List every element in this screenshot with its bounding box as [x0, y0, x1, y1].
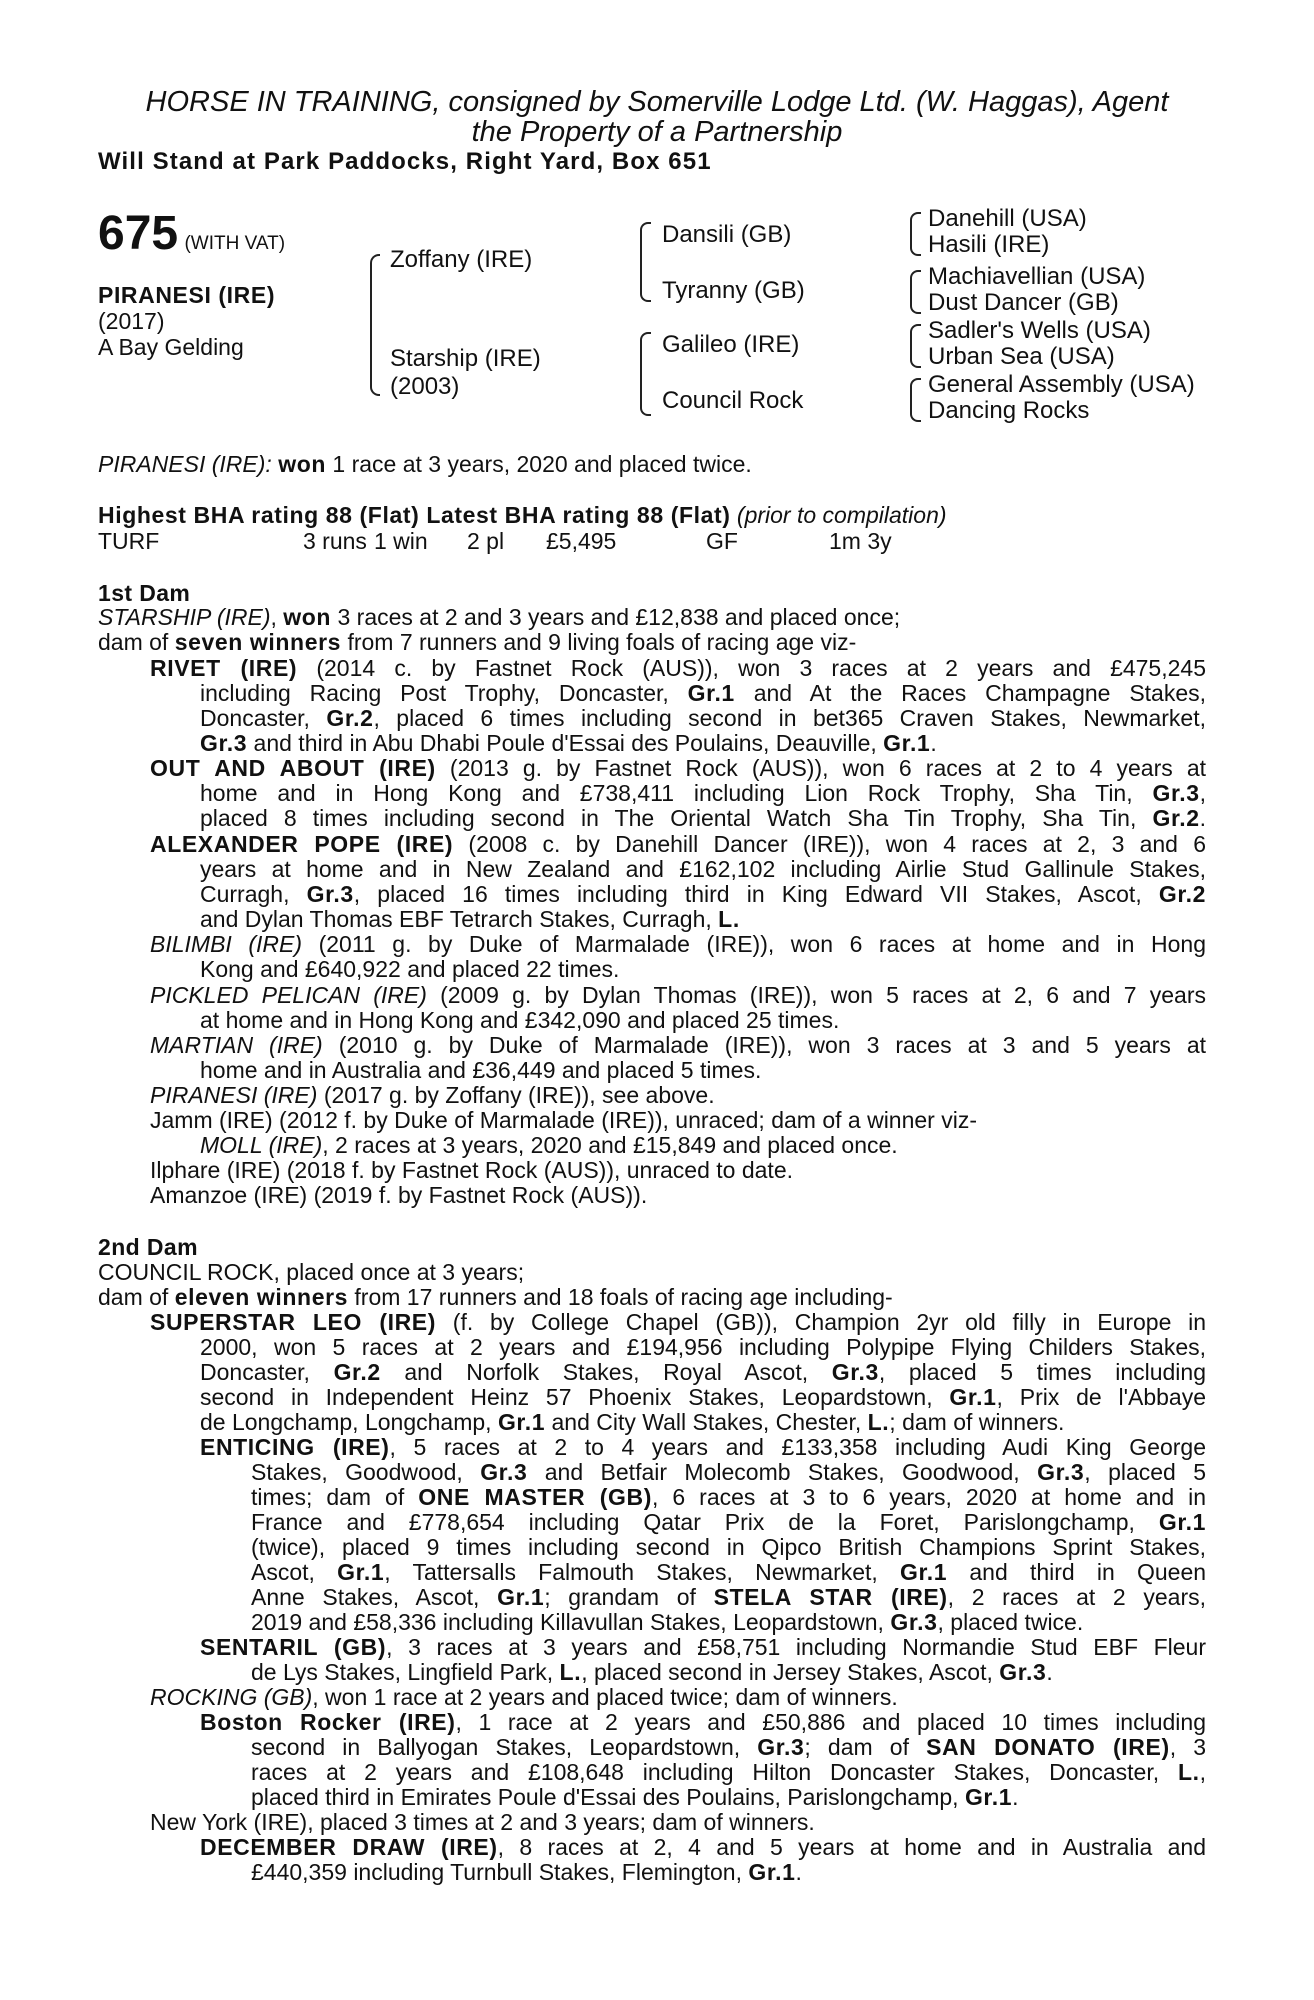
pedigree-sire: Zoffany (IRE) — [390, 246, 533, 273]
produce-enticing-line: Stakes, Goodwood, Gr.3 and Betfair Molecomb Stakes, Goodwood, Gr.3, placed 5 — [251, 1459, 1207, 1485]
produce-ilphare: Ilphare (IRE) (2018 f. by Fastnet Rock (AUS)), unraced to date. — [150, 1157, 794, 1183]
produce-boston-rocker: Boston Rocker (IRE), 1 race at 2 years and £50,886 and placed 10 times including — [200, 1709, 1206, 1735]
produce-piranesi: PIRANESI (IRE) (2017 g. by Zoffany (IRE)), see above. — [150, 1082, 715, 1108]
horse-year: (2017) — [98, 308, 165, 334]
produce-enticing-line: (twice), placed 9 times including second in Qipco British Champions Sprint Stakes, — [251, 1534, 1206, 1560]
pedigree-g6: Urban Sea (USA) — [928, 343, 1115, 370]
pedigree-dam-year: (2003) — [390, 373, 460, 400]
produce-december-draw: DECEMBER DRAW (IRE), 8 races at 2, 4 and 5 years at home and in Australia and — [200, 1834, 1207, 1860]
header-property: the Property of a Partnership — [471, 116, 843, 148]
first-dam-record: STARSHIP (IRE), won 3 races at 2 and 3 years and £12,838 and placed once; — [98, 604, 901, 630]
produce-superstar-leo: SUPERSTAR LEO (IRE) (f. by College Chapel (GB)), Champion 2yr old filly in Europe in — [150, 1309, 1207, 1335]
produce-alex-line: Curragh, Gr.3, placed 16 times including third in King Edward VII Stakes, Ascot, Gr.2 — [200, 881, 1206, 907]
produce-martian-line: home and in Australia and £36,449 and placed 5 times. — [200, 1057, 762, 1083]
turf-distance: 1m 3y — [829, 528, 892, 554]
turf-runs: 3 runs — [303, 528, 367, 554]
header-consignor: HORSE IN TRAINING, consigned by Somerville Lodge Ltd. (W. Haggas), Agent — [145, 86, 1169, 118]
produce-december-line: £440,359 including Turnbull Stakes, Flemington, Gr.1. — [251, 1859, 802, 1885]
produce-rivet: RIVET (IRE) (2014 c. by Fastnet Rock (AUS)), won 3 races at 2 years and £475,245 — [150, 655, 1206, 681]
produce-out-and-about: OUT AND ABOUT (IRE) (2013 g. by Fastnet Rock (AUS)), won 6 races at 2 to 4 years at — [150, 755, 1207, 781]
pedigree-g2: Hasili (IRE) — [928, 231, 1050, 258]
produce-rocking: ROCKING (GB), won 1 race at 2 years and placed twice; dam of winners. — [150, 1684, 898, 1710]
pedigree-brace — [910, 212, 921, 256]
pedigree-sire-sire: Dansili (GB) — [662, 221, 792, 248]
produce-superstar-line: second in Independent Heinz 57 Phoenix Stakes, Leopardstown, Gr.1, Prix de l'Abbaye — [200, 1384, 1207, 1410]
pedigree-sire-dam: Tyranny (GB) — [662, 277, 805, 304]
turf-earnings: £5,495 — [546, 528, 617, 554]
first-dam-heading: 1st Dam — [98, 580, 191, 606]
second-dam-heading: 2nd Dam — [98, 1234, 198, 1260]
produce-enticing: ENTICING (IRE), 5 races at 2 to 4 years and £133,358 including Audi King George — [200, 1434, 1206, 1460]
produce-superstar-line: de Longchamp, Longchamp, Gr.1 and City Wall Stakes, Chester, L.; dam of winners. — [200, 1409, 1065, 1435]
pedigree-dam: Starship (IRE) — [390, 345, 541, 372]
produce-rivet-line: Doncaster, Gr.2, placed 6 times including second in bet365 Craven Stakes, Newmarket, — [200, 705, 1206, 731]
header-location: Will Stand at Park Paddocks, Right Yard, Box 651 — [98, 148, 712, 175]
turf-wins: 1 win — [374, 528, 428, 554]
produce-new-york: New York (IRE), placed 3 times at 2 and 3 years; dam of winners. — [150, 1809, 815, 1835]
produce-moll: MOLL (IRE), 2 races at 3 years, 2020 and £15,849 and placed once. — [200, 1132, 898, 1158]
produce-boston-line: placed third in Emirates Poule d'Essai des Poulains, Parislongchamp, Gr.1. — [251, 1784, 1019, 1810]
lot-number: 675 — [98, 207, 179, 260]
produce-boston-line: second in Ballyogan Stakes, Leopardstown, Gr.3; dam of SAN DONATO (IRE), 3 — [251, 1734, 1207, 1760]
produce-pickled-pelican: PICKLED PELICAN (IRE) (2009 g. by Dylan Thomas (IRE)), won 5 races at 2, 6 and 7 years — [150, 982, 1207, 1008]
produce-enticing-line: times; dam of ONE MASTER (GB), 6 races at 3 to 6 years, 2020 at home and in — [251, 1484, 1207, 1510]
produce-sentaril-line: de Lys Stakes, Lingfield Park, L., placed second in Jersey Stakes, Ascot, Gr.3. — [251, 1659, 1053, 1685]
first-dam-produce-summary: dam of seven winners from 7 runners and 9 living foals of racing age viz- — [98, 629, 857, 655]
produce-amanzoe: Amanzoe (IRE) (2019 f. by Fastnet Rock (AUS)). — [150, 1182, 648, 1208]
produce-superstar-line: Doncaster, Gr.2 and Norfolk Stakes, Royal Ascot, Gr.3, placed 5 times including — [200, 1359, 1207, 1385]
lot-number-block — [98, 207, 286, 260]
turf-placed: 2 pl — [467, 528, 505, 554]
pedigree-brace — [640, 332, 651, 416]
pedigree-g5: Sadler's Wells (USA) — [928, 317, 1151, 344]
pedigree-g7: General Assembly (USA) — [928, 371, 1195, 398]
produce-pickled-line: at home and in Hong Kong and £342,090 and placed 25 times. — [200, 1007, 840, 1033]
produce-rivet-line: including Racing Post Trophy, Doncaster, Gr.1 and At the Races Champagne Stakes, — [200, 680, 1207, 706]
pedigree-brace — [910, 378, 921, 422]
horse-name: PIRANESI (IRE) — [98, 282, 276, 308]
turf-going: GF — [706, 528, 738, 554]
pedigree-brace — [910, 270, 921, 314]
produce-alex-line: and Dylan Thomas EBF Tetrarch Stakes, Curragh, L. — [200, 906, 740, 932]
produce-rivet-line: Gr.3 and third in Abu Dhabi Poule d'Essai des Poulains, Deauville, Gr.1. — [200, 730, 937, 756]
produce-out-line: placed 8 times including second in The Oriental Watch Sha Tin Trophy, Sha Tin, Gr.2. — [200, 805, 1207, 831]
pedigree-dam-dam: Council Rock — [662, 387, 804, 414]
race-summary: PIRANESI (IRE): won 1 race at 3 years, 2020 and placed twice. — [98, 451, 752, 477]
rating-line: Highest BHA rating 88 (Flat) Latest BHA rating 88 (Flat) (prior to compilation) — [98, 502, 947, 528]
produce-bilimbi: BILIMBI (IRE) (2011 g. by Duke of Marmalade (IRE)), won 6 races at home and in Hong — [150, 931, 1206, 957]
produce-superstar-line: 2000, won 5 races at 2 years and £194,956 including Polypipe Flying Childers Stakes, — [200, 1334, 1206, 1360]
vat-note: (WITH VAT) — [184, 233, 286, 254]
produce-boston-line: races at 2 years and £108,648 including Hilton Doncaster Stakes, Doncaster, L., — [251, 1759, 1207, 1785]
produce-enticing-line: Anne Stakes, Ascot, Gr.1; grandam of STELA STAR (IRE), 2 races at 2 years, — [251, 1584, 1207, 1610]
pedigree-g3: Machiavellian (USA) — [928, 263, 1146, 290]
produce-out-line: home and in Hong Kong and £738,411 including Lion Rock Trophy, Sha Tin, Gr.3, — [200, 780, 1206, 806]
produce-enticing-line: 2019 and £58,336 including Killavullan Stakes, Leopardstown, Gr.3, placed twice. — [251, 1609, 1084, 1635]
produce-alexander-pope: ALEXANDER POPE (IRE) (2008 c. by Danehill Dancer (IRE)), won 4 races at 2, 3 and 6 — [150, 831, 1206, 857]
pedigree-brace — [370, 254, 380, 396]
produce-bilimbi-line: Kong and £640,922 and placed 22 times. — [200, 956, 620, 982]
pedigree-brace — [910, 324, 921, 368]
turf-label: TURF — [98, 528, 160, 554]
produce-sentaril: SENTARIL (GB), 3 races at 3 years and £58,751 including Normandie Stud EBF Fleur — [200, 1634, 1206, 1660]
produce-enticing-line: Ascot, Gr.1, Tattersalls Falmouth Stakes, Newmarket, Gr.1 and third in Queen — [251, 1559, 1207, 1585]
pedigree-dam-sire: Galileo (IRE) — [662, 331, 800, 358]
pedigree-g1: Danehill (USA) — [928, 205, 1087, 232]
produce-martian: MARTIAN (IRE) (2010 g. by Duke of Marmalade (IRE)), won 3 races at 3 and 5 years at — [150, 1032, 1206, 1058]
produce-alex-line: years at home and in New Zealand and £162,102 including Airlie Stud Gallinule Stakes, — [200, 856, 1206, 882]
pedigree-brace — [640, 222, 651, 302]
pedigree-g4: Dust Dancer (GB) — [928, 289, 1119, 316]
pedigree-g8: Dancing Rocks — [928, 397, 1090, 424]
second-dam-record: COUNCIL ROCK, placed once at 3 years; — [98, 1259, 525, 1285]
second-dam-produce-summary: dam of eleven winners from 17 runners and 18 foals of racing age including- — [98, 1284, 893, 1310]
produce-jamm: Jamm (IRE) (2012 f. by Duke of Marmalade (IRE)), unraced; dam of a winner viz- — [150, 1107, 978, 1133]
produce-enticing-line: France and £778,654 including Qatar Prix de la Foret, Parislongchamp, Gr.1 — [251, 1509, 1207, 1535]
horse-description: A Bay Gelding — [98, 334, 244, 360]
